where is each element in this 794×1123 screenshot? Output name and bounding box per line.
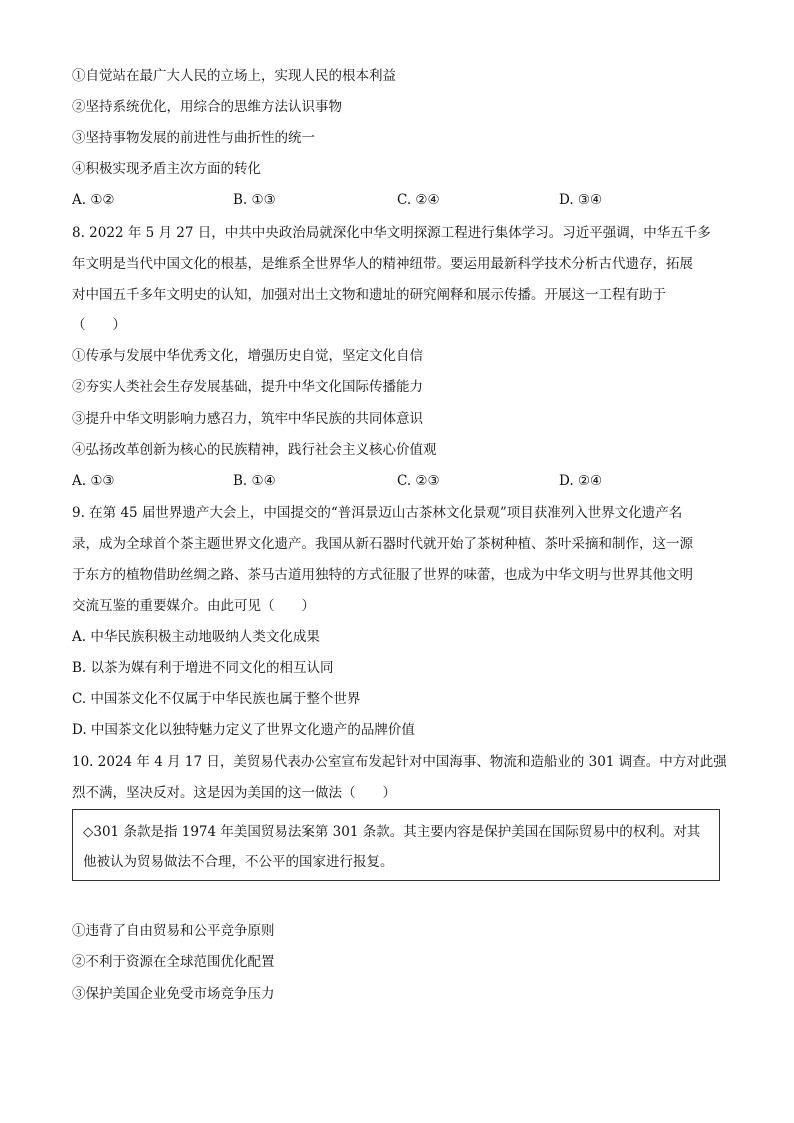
q9-stem-line-4: 交流互鉴的重要媒介。由此可见（ ） [72, 598, 315, 614]
q8-item-3: ③提升中华文明影响力感召力，筑牢中华民族的共同体意识 [72, 411, 423, 427]
q10-item-3: ③保护美国企业免受市场竞争压力 [72, 986, 275, 1002]
q7-option-c[interactable]: C. ②④ [397, 192, 440, 208]
q8-item-2: ②夯实人类社会生存发展基础，提升中华文化国际传播能力 [72, 379, 423, 395]
q8-stem-line-3: 对中国五千多年文明史的认知，加强对出土文物和遗址的研究阐释和展示传播。开展这一工程有助于 [72, 287, 666, 303]
q9-choice-a[interactable]: A. 中华民族积极主动地吸纳人类文化成果 [72, 629, 320, 645]
q7-item-4: ④积极实现矛盾主次方面的转化 [72, 161, 261, 177]
q7-item-3: ③坚持事物发展的前进性与曲折性的统一 [72, 130, 315, 146]
q10-material-line-1: ◇301 条款是指 1974 年美国贸易法案第 301 条款。其主要内容是保护美国在国际贸易中的权利。对其 [83, 824, 701, 840]
q9-choice-c[interactable]: C. 中国茶文化不仅属于中华民族也属于整个世界 [72, 691, 361, 707]
q8-option-c[interactable]: C. ②③ [397, 473, 440, 489]
q7-item-1: ①自觉站在最广大人民的立场上，实现人民的根本利益 [72, 68, 396, 84]
q8-item-1: ①传承与发展中华优秀文化，增强历史自觉，坚定文化自信 [72, 348, 423, 364]
q10-stem-line-2: 烈不满，坚决反对。这是因为美国的这一做法（ ） [72, 785, 396, 801]
q10-material-box [72, 809, 720, 881]
q8-options [72, 471, 722, 491]
q10-stem-line-1: 10. 2024 年 4 月 17 日，美贸易代表办公室宣布发起针对中国海事、物流和造船业的 301 调查。中方对此强 [72, 754, 727, 770]
q8-stem-line-1: 8. 2022 年 5 月 27 日，中共中央政治局就深化中华文明探源工程进行集体学习。习近平强调，中华五千多 [72, 225, 711, 241]
q7-option-d[interactable]: D. ③④ [559, 192, 603, 208]
q7-item-2: ②坚持系统优化，用综合的思维方法认识事物 [72, 99, 342, 115]
q10-item-2: ②不利于资源在全球范围优化配置 [72, 954, 275, 970]
q8-stem-line-2: 年文明是当代中国文化的根基，是维系全世界华人的精神纽带。要运用最新科学技术分析古代遗存，拓展 [72, 256, 693, 272]
q10-material-line-2: 他被认为贸易做法不合理，不公平的国家进行报复。 [83, 854, 394, 870]
q8-option-b[interactable]: B. ①④ [233, 473, 276, 489]
q9-choice-b[interactable]: B. 以茶为媒有利于增进不同文化的相互认同 [72, 660, 334, 676]
q7-option-b[interactable]: B. ①③ [233, 192, 276, 208]
q9-stem-line-1: 9. 在第 45 届世界遗产大会上，中国提交的“普洱景迈山古茶林文化景观”项目获准列入世界文化遗产名 [72, 505, 683, 521]
q9-choice-d[interactable]: D. 中国茶文化以独特魅力定义了世界文化遗产的品牌价值 [72, 722, 415, 738]
q7-options [72, 190, 722, 210]
q8-stem-line-4: （ ） [72, 317, 126, 333]
q8-item-4: ④弘扬改革创新为核心的民族精神，践行社会主义核心价值观 [72, 442, 437, 458]
q9-stem-line-2: 录，成为全球首个茶主题世界文化遗产。我国从新石器时代就开始了茶树种植、茶叶采摘和制作，这一源 [72, 536, 693, 552]
q10-item-1: ①违背了自由贸易和公平竞争原则 [72, 923, 275, 939]
q8-option-a[interactable]: A. ①③ [72, 473, 115, 489]
q7-option-a[interactable]: A. ①② [72, 192, 115, 208]
q8-option-d[interactable]: D. ②④ [559, 473, 603, 489]
q9-stem-line-3: 于东方的植物借助丝绸之路、茶马古道用独特的方式征服了世界的味蕾，也成为中华文明与世界其他文明 [72, 567, 693, 583]
